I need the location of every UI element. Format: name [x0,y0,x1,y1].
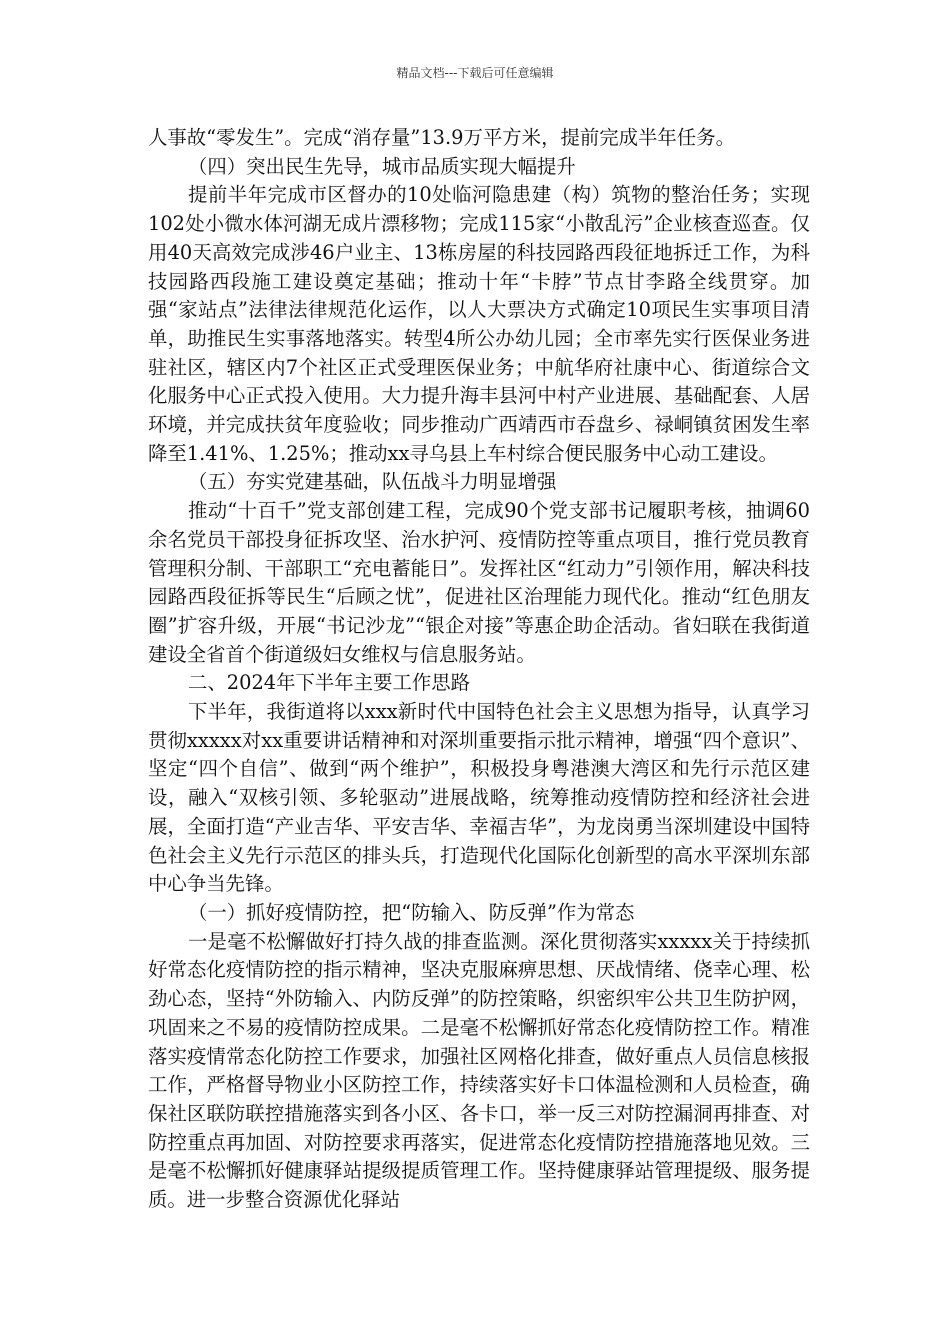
paragraph-5: 推动“十百千”党支部创建工程，完成90个党支部书记履职考核，抽调60余名党员干部投身征拆攻坚、治水护河、疫情防控等重点项目，推行党员教育管理积分制、干部职工“充电蓄能日”。发挥社区“红动力”引领作用，解决科技园路西段征拆等民生“后顾之忧”，促进社区治理能力现代化。推动“红色朋友圈”扩容升级，开展“书记沙龙”“银企对接”等惠企助企活动。省妇联在我街道建设全省首个街道级妇女维权与信息服务站。 [148,499,810,666]
section-heading-5: （五）夯实党建基础，队伍战斗力明显增强 [188,470,557,494]
paragraph-9: 一是毫不松懈做好打持久战的排查监测。深化贯彻落实xxxxx关于持续抓好常态化疫情防控的指示精神，坚决克服麻痹思想、厌战情绪、侥幸心理、松劲心态，坚持“外防输入、内防反弹”的防控策略，织密织牢公共卫生防护网，巩固来之不易的疫情防控成果。二是毫不松懈抓好常态化疫情防控工作。精准落实疫情常态化防控工作要求，加强社区网格化排查，做好重点人员信息核报工作，严格督导物业小区防控工作，持续落实好卡口体温检测和人员检查，确保社区联防联控措施落实到各小区、各卡口，举一反三对防控漏洞再排查、对防控重点再加固、对防控要求再落实，促进常态化疫情防控措施落地见效。三是毫不松懈抓好健康驿站提级提质管理工作。坚持健康驿站管理提级、服务提质。进一步整合资源优化驿站 [148,929,810,1212]
paragraph-1: 人事故“零发生”。完成“消存量”13.9万平方米，提前完成半年任务。 [148,126,735,149]
chapter-heading-2: 二、2024年下半年主要工作思路 [188,671,471,695]
paragraph-7: 下半年，我街道将以xxx新时代中国特色社会主义思想为指导，认真学习贯彻xxxxx对xx重要讲话精神和对深圳重要指示批示精神，增强“四个意识”、坚定“四个自信”、做到“两个维护”，积极投身粤港澳大湾区和先行示范区建设，融入“双核引领、多轮驱动”进展战略，统筹推动疫情防控和经济社会进展，全面打造“产业吉华、平安吉华、幸福吉华”，为龙岗勇当深圳建设中国特色社会主义先行示范区的排头兵，打造现代化国际化创新型的高水平深圳东部中心争当先锋。 [148,700,810,896]
document-body [148,124,810,1215]
section-heading-1: （一）抓好疫情防控，把“防输入、防反弹”作为常态 [188,900,635,924]
section-heading-4: （四）突出民生先导，城市品质实现大幅提升 [188,154,576,178]
page-header: 精品文档---下载后可任意编辑 [396,66,554,80]
paragraph-3: 提前半年完成市区督办的10处临河隐患建（构）筑物的整治任务；实现102处小微水体河湖无成片漂移物；完成115家“小散乱污”企业核查巡查。仅用40天高效完成涉46户业主、13栋房屋的科技园路西段征地拆迁工作，为科技园路西段施工建设奠定基础；推动十年“卡脖”节点甘李路全线贯穿。加强“家站点”法律法律规范化运作，以人大票决方式确定10项民生实事项目清单，助推民生实事落地落实。转型4所公办幼儿园；全市率先实行医保业务进驻社区，辖区内7个社区正式受理医保业务；中航华府社康中心、街道综合文化服务中心正式投入使用。大力提升海丰县河中村产业进展、基础配套、人居环境，并完成扶贫年度验收；同步推动广西靖西市吞盘乡、禄峒镇贫困发生率降至1.41%、1.25%；推动xx寻乌县上车村综合便民服务中心动工建设。 [148,183,810,465]
